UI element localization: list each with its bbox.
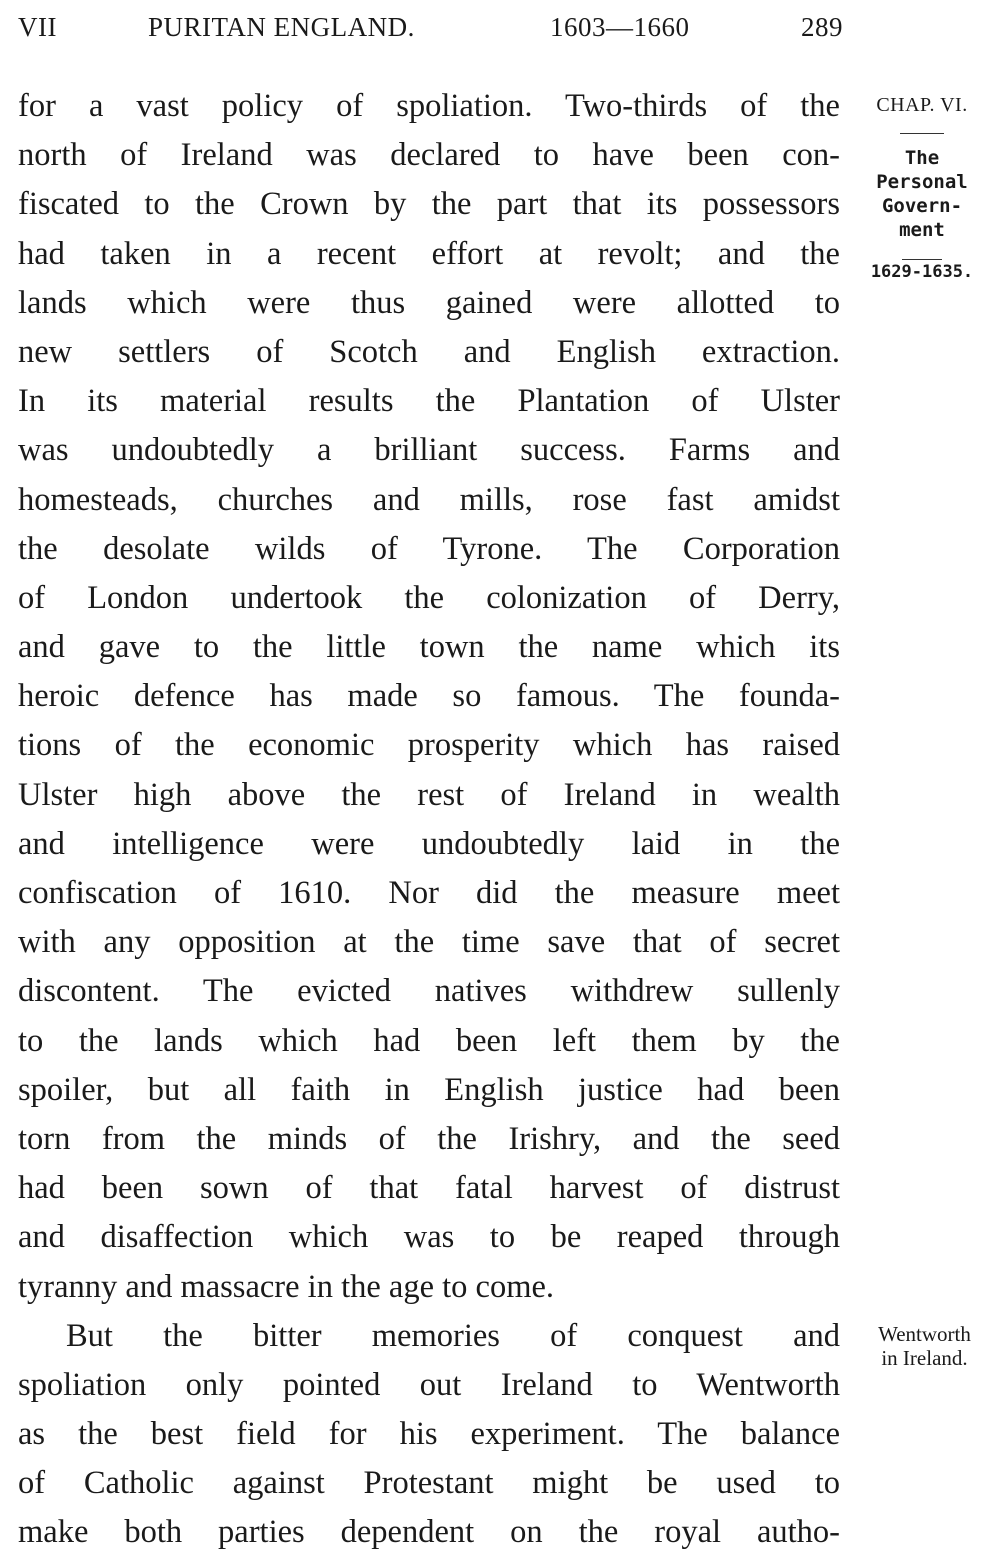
margin-side-note xyxy=(852,1322,997,1370)
body-line: and disaffection which was to be reaped through xyxy=(18,1219,840,1256)
body-line: In its material results the Plantation of Ulster xyxy=(18,383,840,420)
body-line: new settlers of Scotch and English extraction. xyxy=(18,333,840,370)
margin-rule xyxy=(902,259,942,260)
body-line: lands which were thus gained were allotted to xyxy=(18,284,840,321)
page-number: 289 xyxy=(801,12,843,42)
body-line: Ulster high above the rest of Ireland in wealth xyxy=(18,776,840,813)
side-note-line: Wentworth xyxy=(878,1322,971,1346)
body-line: and intelligence were undoubtedly laid in the xyxy=(18,825,840,862)
margin-topic-line: Personal xyxy=(876,171,968,193)
header-dates: 1603—1660 xyxy=(550,12,690,42)
margin-chapter-label: CHAP. VI. xyxy=(876,94,968,116)
body-line: and gave to the little town the name which its xyxy=(18,629,840,666)
body-line: heroic defence has made so famous. The founda- xyxy=(18,678,840,715)
body-line: spoliation only pointed out Ireland to Wentworth xyxy=(18,1366,840,1403)
body-line: had taken in a recent effort at revolt; and the xyxy=(18,235,840,272)
chapter-number: VII xyxy=(18,12,57,42)
body-line: was undoubtedly a brilliant success. Farms and xyxy=(18,432,840,469)
body-line: to the lands which had been left them by the xyxy=(18,1022,840,1059)
body-line: make both parties dependent on the royal autho- xyxy=(18,1514,840,1551)
paragraph-end-line: tyranny and massacre in the age to come. xyxy=(18,1268,555,1305)
body-line: torn from the minds of the Irishry, and the seed xyxy=(18,1120,840,1157)
running-title: PURITAN ENGLAND. xyxy=(148,12,415,42)
body-line: fiscated to the Crown by the part that its possessors xyxy=(18,186,840,223)
running-header xyxy=(18,12,843,46)
paragraph-start-line: But the bitter memories of conquest and xyxy=(66,1317,840,1354)
body-line: spoiler, but all faith in English justice had been xyxy=(18,1071,840,1108)
body-line: for a vast policy of spoliation. Two-thirds of the xyxy=(18,88,840,124)
margin-topic-line: Govern- xyxy=(881,195,963,217)
body-line: with any opposition at the time save that of secret xyxy=(18,924,840,961)
margin-rule xyxy=(900,133,944,134)
body-line: discontent. The evicted natives withdrew sullenly xyxy=(18,973,840,1010)
body-line: north of Ireland was declared to have been con- xyxy=(18,137,840,174)
body-line: homesteads, churches and mills, rose fast amidst xyxy=(18,481,840,518)
margin-topic xyxy=(852,146,992,242)
margin-years: 1629-1635. xyxy=(870,262,974,282)
margin-topic-line: The xyxy=(904,147,940,169)
body-line: tions of the economic prosperity which has raised xyxy=(18,727,840,764)
body-line: had been sown of that fatal harvest of distrust xyxy=(18,1170,840,1207)
side-note-line: in Ireland. xyxy=(881,1346,968,1370)
margin-topic-line: ment xyxy=(899,219,945,241)
body-line: as the best field for his experiment. The balance xyxy=(18,1416,840,1453)
body-line: of London undertook the colonization of Derry, xyxy=(18,579,840,616)
body-line: of Catholic against Protestant might be used to xyxy=(18,1465,840,1502)
body-text xyxy=(18,82,840,1558)
body-line: confiscation of 1610. Nor did the measure meet xyxy=(18,875,840,911)
body-line: the desolate wilds of Tyrone. The Corporation xyxy=(18,530,840,567)
